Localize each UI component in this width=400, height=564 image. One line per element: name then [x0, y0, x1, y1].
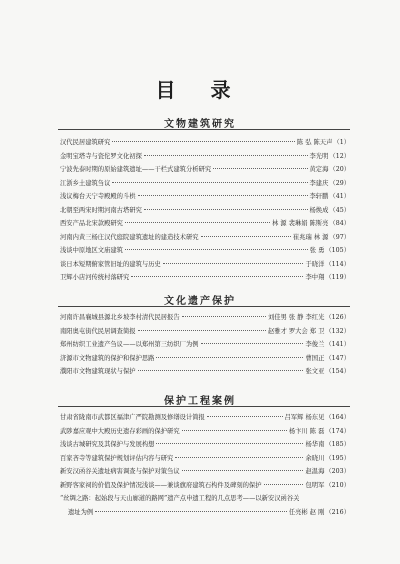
toc-entry[interactable]: 汉代民居建筑研究 陈 弘 陈天声 （1） [60, 139, 350, 146]
toc-entry[interactable]: 郑州纺织工业遗产刍议——以郑州第三纺织厂为例 李俊兰 （141） [60, 341, 350, 348]
toc-entry[interactable]: 百家吝寺等建筑保护规划评估内容与研究 余晓川 （195） [60, 454, 350, 462]
toc-entry[interactable]: 江浙乡土建筑刍议 李建庆 （29） [60, 179, 350, 187]
section-entries-heritage [60, 311, 350, 379]
toc-entry[interactable]: 谈日本短期俯家管旧址的建筑与历史 于晓洋 （114） [60, 260, 350, 268]
section-title-architecture: 文物建筑研究 [164, 119, 236, 130]
toc-entry[interactable]: 河南内黄三杨庄汉代庭院建筑遗址的建造技术研究 崔兆瑞 林 源 （97） [60, 233, 350, 241]
section-entries-architecture [60, 136, 350, 285]
toc-entry[interactable]: 河南许昌襄城县源北乡坡李村清代民居报告 刘佳男 张 静 李红光 （126） [60, 314, 350, 321]
divider-line [58, 406, 350, 407]
toc-entry[interactable]: 新野客家祠的价值及保护情况浅谈——兼谈旗府建筑石构件及碑刻的保护 包明军 （210） [60, 481, 350, 489]
toc-entry[interactable]: 北朝至两宋时期河南古塔研究 杨焕成 （45） [60, 206, 350, 214]
section-entries-cases [60, 411, 350, 519]
section-title-heritage: 文化遗产保护 [164, 296, 236, 307]
toc-entry[interactable]: 金明宝塔寺与瓷佗罗文化初探 李光明 （12） [60, 152, 350, 160]
toc-entry[interactable]: 浅谈古城研究及其保护与发展构想 杨华南 （185） [60, 441, 350, 448]
toc-entry[interactable]: 济源市文物建筑的保护和保护思路 曹国正 （147） [60, 354, 350, 362]
toc-entry[interactable]: 新安汉函谷关遗址病害调查与保护对策刍议 赵温海 （203） [60, 468, 350, 475]
page-title: 目 录 [155, 78, 245, 102]
toc-entry[interactable]: 遗址为例 任亮彬 赵 刚 （216） [68, 508, 350, 516]
toc-entry[interactable]: “丝绸之路：起始段与天山廊道的路网”遗产点申遗工程的几点思考——以新安汉函谷关 [60, 495, 300, 502]
toc-entry[interactable]: 浅议梅台天宁寺殿殿的斗栱 李轩鹏 （41） [60, 193, 350, 200]
section-title-cases: 保护工程案例 [164, 396, 236, 407]
toc-entry[interactable]: 武陟嘉应观中大殿历史遗存彩画的保护研究 杨卞川 陈 磊 （174） [60, 427, 350, 435]
toc-entry[interactable]: 甘肃省陇南市武都区福津广严院勘测及修缮设计简报 吕军辉 杨东见 （164） [60, 414, 350, 421]
toc-entry[interactable]: 浅谈中原地区文庙建筑 张 勇 （105） [60, 247, 350, 254]
toc-entry[interactable]: 濮阳市文物建筑现状与保护 张文亚 （154） [60, 368, 350, 375]
toc-entry[interactable]: 西安产品北宋款殿研究 林 源 裴琳娟 陈斯亮 （84） [60, 220, 350, 227]
toc-entry[interactable]: 卫辉小店河传统村落研究 李中翔 （119） [60, 274, 350, 281]
toc-entry[interactable]: 宁波先泰时期的原始建筑遗址——干栏式建筑分析研究 黄定海 （20） [60, 166, 350, 173]
divider-line [58, 129, 350, 130]
toc-entry[interactable]: 南阳奥屯街代民居调查简报 赵雅才 罗大会 郑 卫 （132） [60, 327, 350, 335]
divider-line [58, 306, 350, 307]
